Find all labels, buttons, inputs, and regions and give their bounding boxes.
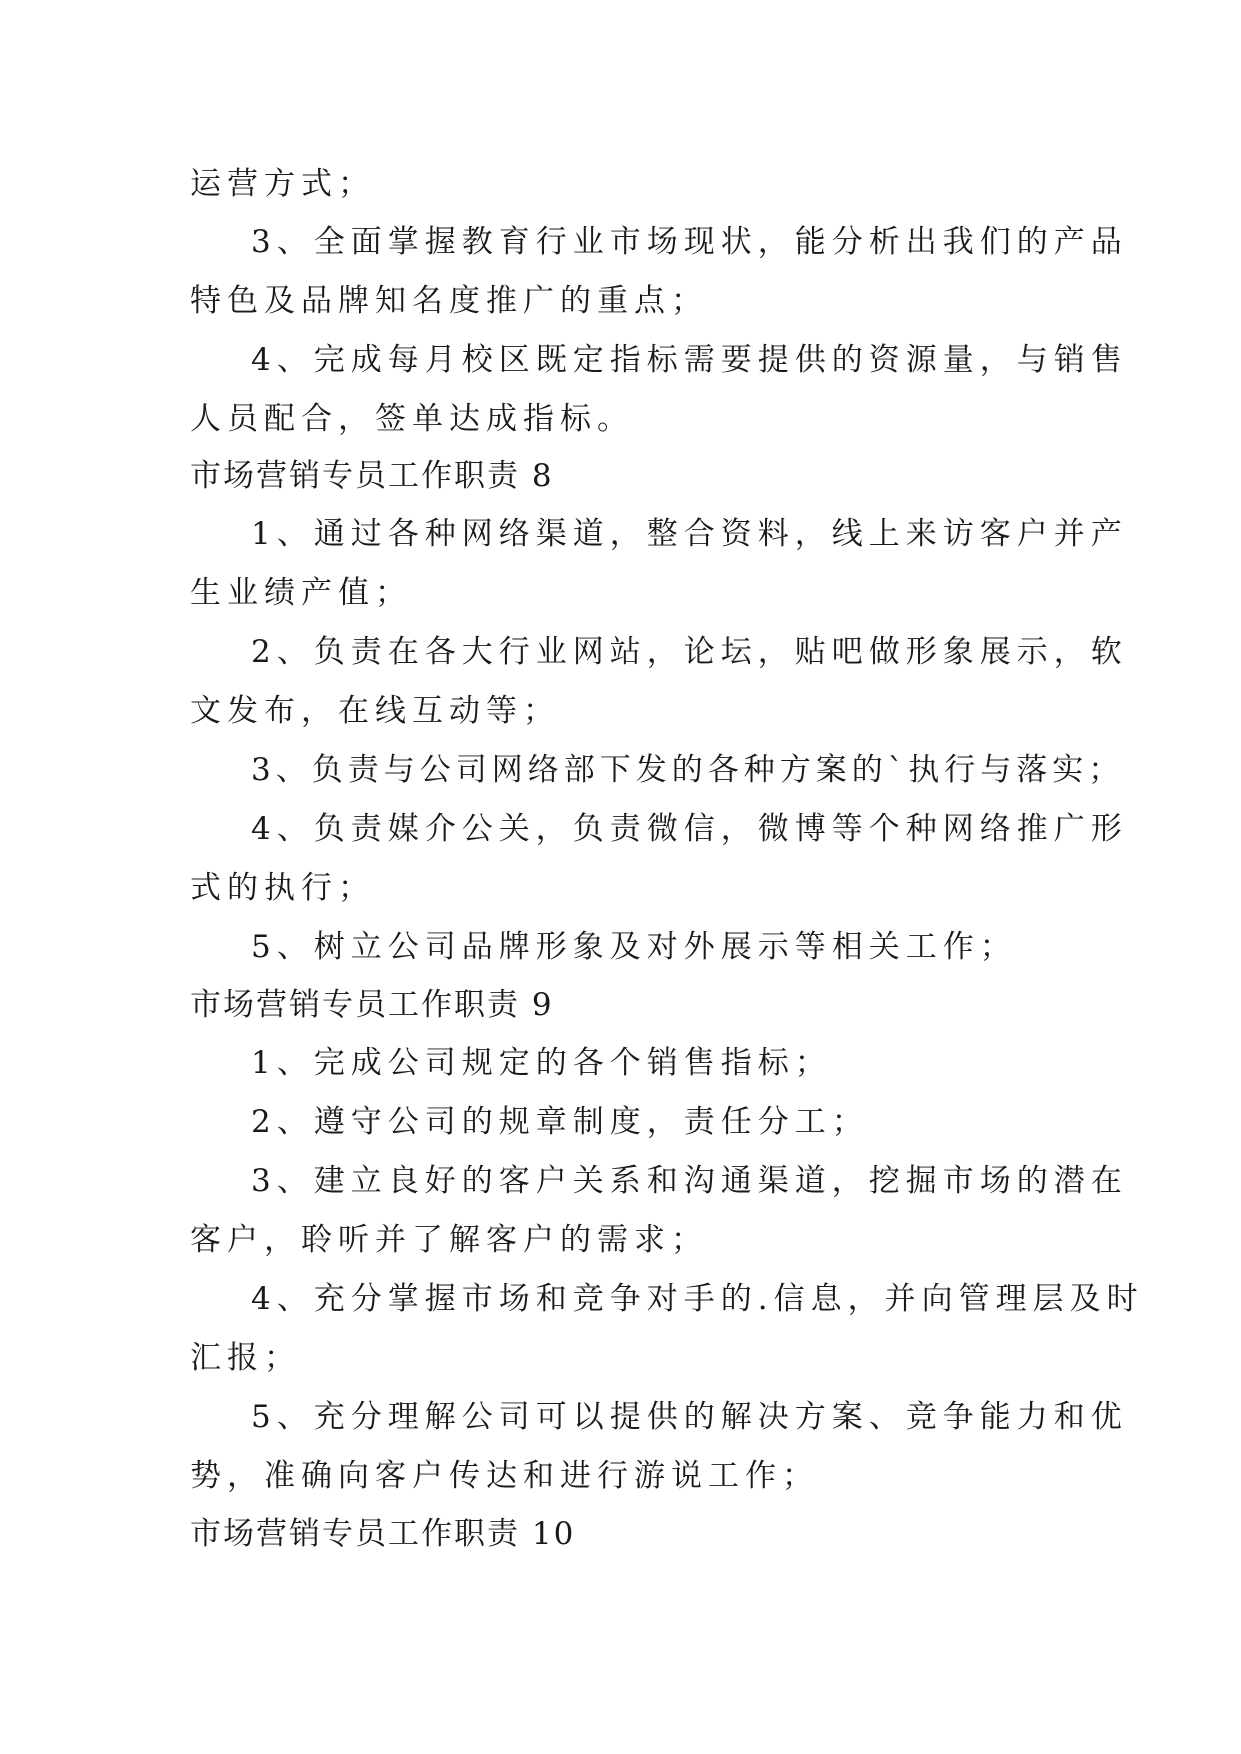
section-heading: 市场营销专员工作职责 9	[190, 987, 554, 1023]
list-item: 4、负责媒介公关，负责微信，微博等个种网络推广形	[251, 811, 1128, 847]
list-item: 3、负责与公司网络部下发的各种方案的`执行与落实；	[251, 752, 1125, 788]
list-item: 1、完成公司规定的各个销售指标；	[251, 1045, 832, 1081]
text-line: 客户，聆听并了解客户的需求；	[190, 1222, 708, 1258]
text-line: 特色及品牌知名度推广的重点；	[190, 283, 708, 319]
text-line: 生业绩产值；	[190, 575, 412, 611]
list-item: 4、充分掌握市场和竞争对手的.信息，并向管理层及时	[251, 1281, 1144, 1317]
list-item: 5、充分理解公司可以提供的解决方案、竞争能力和优	[251, 1399, 1128, 1435]
list-item: 4、完成每月校区既定指标需要提供的资源量，与销售	[251, 342, 1128, 378]
list-item: 3、全面掌握教育行业市场现状，能分析出我们的产品	[251, 224, 1128, 260]
list-item: 5、树立公司品牌形象及对外展示等相关工作；	[251, 929, 1017, 965]
text-line: 汇报；	[190, 1340, 301, 1376]
text-line: 运营方式；	[190, 166, 375, 202]
text-line: 人员配合，签单达成指标。	[190, 401, 634, 437]
list-item: 2、遵守公司的规章制度，责任分工；	[251, 1104, 869, 1140]
section-heading: 市场营销专员工作职责 8	[190, 458, 554, 494]
text-line: 式的执行；	[190, 870, 375, 906]
section-heading: 市场营销专员工作职责 10	[190, 1516, 576, 1552]
text-line: 文发布，在线互动等；	[190, 693, 560, 729]
list-item: 1、通过各种网络渠道，整合资料，线上来访客户并产	[251, 516, 1128, 552]
text-line: 势，准确向客户传达和进行游说工作；	[190, 1458, 819, 1494]
list-item: 3、建立良好的客户关系和沟通渠道，挖掘市场的潜在	[251, 1163, 1128, 1199]
list-item: 2、负责在各大行业网站，论坛，贴吧做形象展示，软	[251, 634, 1128, 670]
